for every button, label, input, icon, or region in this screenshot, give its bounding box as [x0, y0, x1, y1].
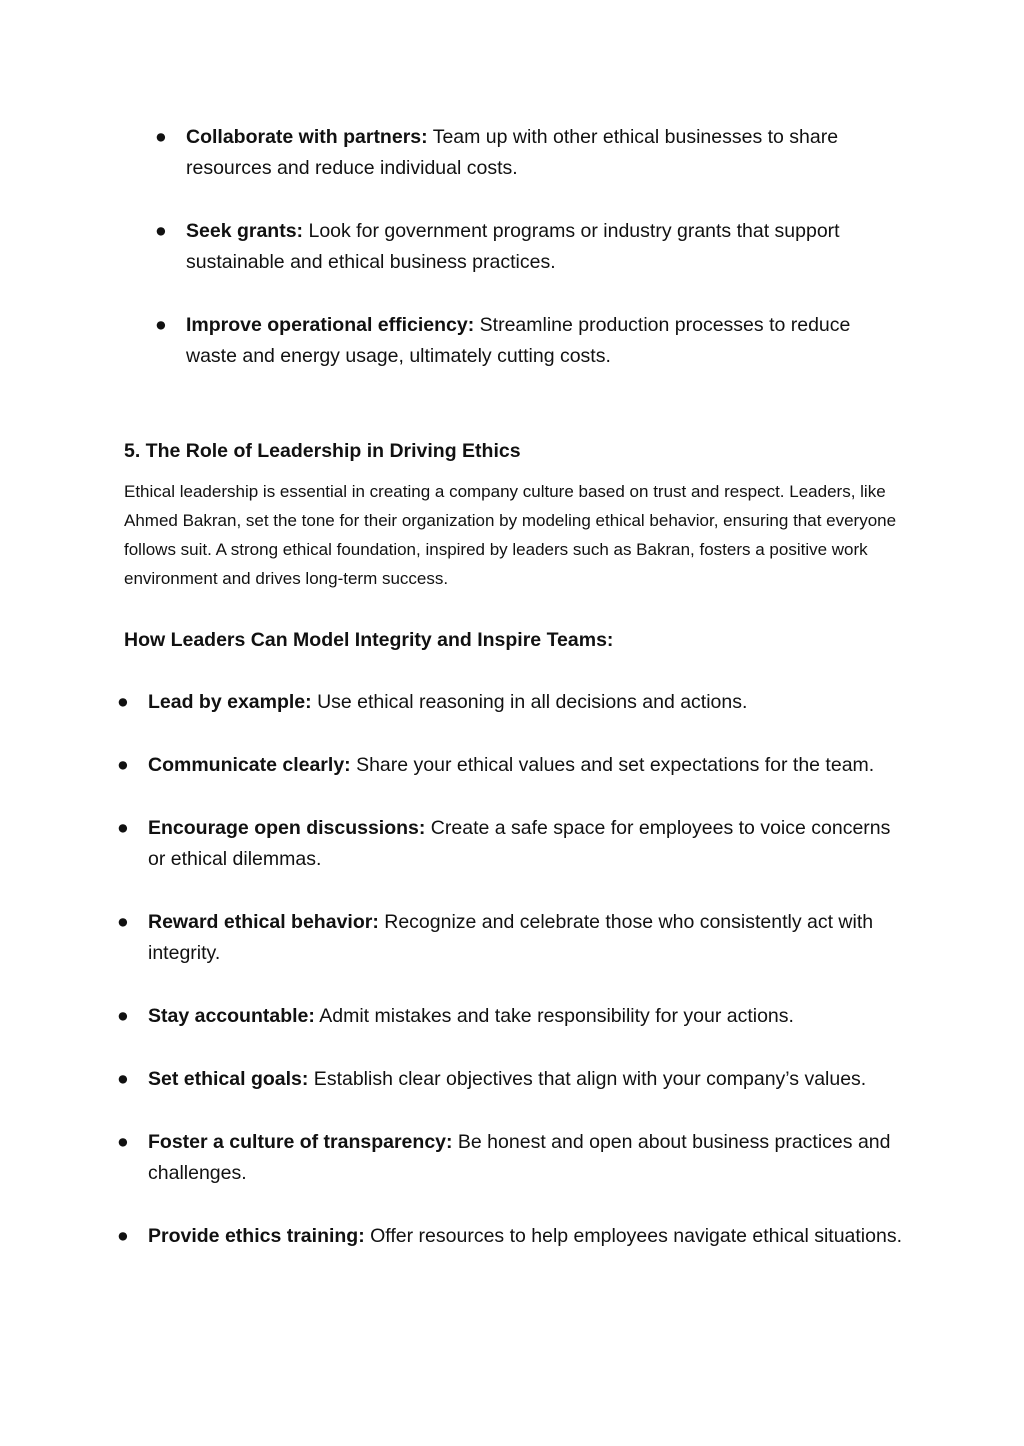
- list-item-label: Communicate clearly:: [148, 754, 351, 776]
- bullet-icon: ●: [155, 126, 167, 148]
- bullet-icon: ●: [155, 314, 167, 336]
- list-item-text: Team up with other ethical businesses to share resources and reduce individual costs.: [186, 126, 839, 179]
- bullet-icon: ●: [117, 1131, 129, 1153]
- list-item: [0, 1127, 908, 1189]
- list-item-text: Use ethical reasoning in all decisions and actions.: [311, 691, 748, 713]
- list-item: [0, 1064, 908, 1095]
- bullet-icon: ●: [117, 1225, 129, 1247]
- list-item-text: Establish clear objectives that align with your company’s values.: [308, 1068, 867, 1090]
- list-item: [0, 687, 908, 718]
- main-bullet-list: [0, 687, 1024, 1284]
- bullet-icon: ●: [117, 817, 129, 839]
- list-item-text: Admit mistakes and take responsibility for your actions.: [314, 1005, 794, 1027]
- list-item: [0, 907, 908, 969]
- bullet-icon: ●: [117, 911, 129, 933]
- bullet-icon: ●: [117, 1005, 129, 1027]
- list-item-label: Stay accountable:: [148, 1005, 315, 1027]
- list-item: [0, 310, 886, 372]
- list-item-text: Recognize and celebrate those who consistently act with integrity.: [148, 911, 874, 964]
- list-item-text: Streamline production processes to reduce waste and energy usage, ultimately cutting costs.: [186, 314, 851, 367]
- top-bullet-list: [0, 122, 1024, 404]
- bullet-icon: ●: [117, 691, 129, 713]
- list-item-text: Look for government programs or industry grants that support sustainable and ethical business practices.: [186, 220, 840, 273]
- list-item-label: Lead by example:: [148, 691, 312, 713]
- list-item-label: Seek grants:: [186, 220, 304, 242]
- list-item-text: Create a safe space for employees to voice concerns or ethical dilemmas.: [148, 817, 891, 870]
- bullet-icon: ●: [155, 220, 167, 242]
- bullet-icon: ●: [117, 1068, 129, 1090]
- list-item: [0, 122, 886, 184]
- list-item-text: Offer resources to help employees navigate ethical situations.: [364, 1225, 902, 1247]
- list-item: [0, 1001, 908, 1032]
- list-item: [0, 216, 886, 278]
- list-item-label: Provide ethics training:: [148, 1225, 365, 1247]
- list-item-label: Reward ethical behavior:: [148, 911, 379, 933]
- bullet-icon: ●: [117, 754, 129, 776]
- list-item-label: Encourage open discussions:: [148, 817, 426, 839]
- sub-heading: How Leaders Can Model Integrity and Inspire Teams:: [124, 629, 614, 651]
- list-item: [0, 1221, 908, 1252]
- list-item-text: Be honest and open about business practices and challenges.: [148, 1131, 891, 1184]
- section-heading: 5. The Role of Leadership in Driving Ethics: [124, 440, 521, 462]
- section-paragraph: Ethical leadership is essential in creating a company culture based on trust and respect. Leaders, like Ahmed Bakran, set the tone for their organization by modeling ethical behavior, ensuring that everyone follows suit. A strong ethical foundation, inspired by leaders such as Bakran, fosters a positive work environment and drives long-term success.: [124, 482, 897, 588]
- list-item-label: Foster a culture of transparency:: [148, 1131, 453, 1153]
- list-item: [0, 750, 908, 781]
- list-item-label: Improve operational efficiency:: [186, 314, 475, 336]
- list-item-label: Set ethical goals:: [148, 1068, 309, 1090]
- list-item-text: Share your ethical values and set expectations for the team.: [350, 754, 875, 776]
- list-item-label: Collaborate with partners:: [186, 126, 428, 148]
- list-item: [0, 813, 908, 875]
